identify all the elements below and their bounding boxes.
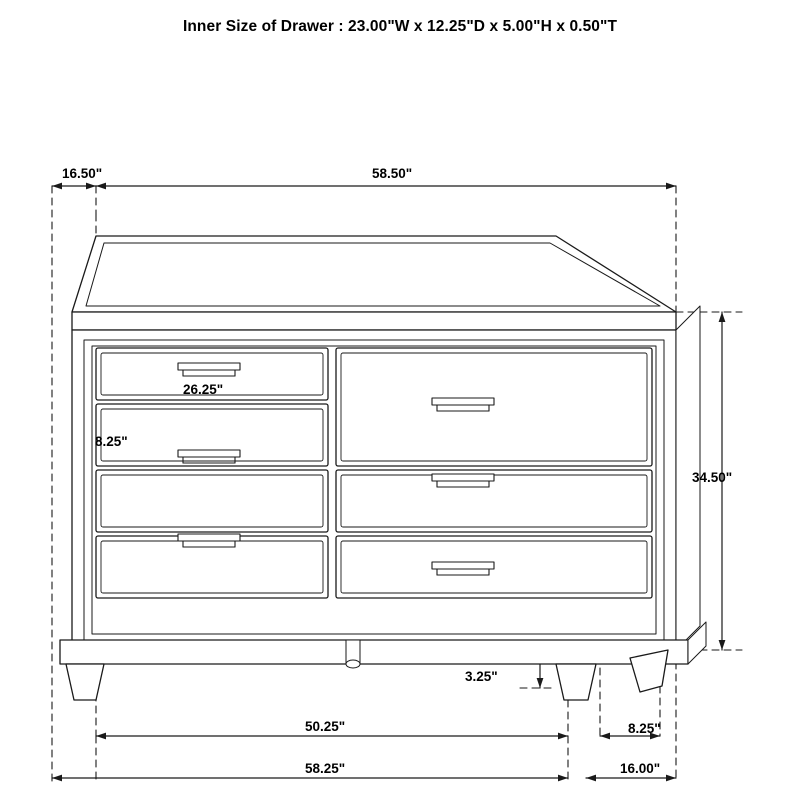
dresser-body: [60, 236, 706, 700]
dim-label-drawer-height: 8.25": [95, 434, 128, 449]
dim-label-overall-height: 34.50": [692, 470, 733, 485]
dim-label-overall-width: 58.25": [305, 761, 346, 776]
dim-label-drawer-width: 26.25": [183, 382, 224, 397]
dim-label-leg-depth: 8.25": [628, 721, 661, 736]
dim-label-width-top: 58.50": [372, 166, 413, 181]
dim-label-inner-width: 50.25": [305, 719, 346, 734]
page-title: Inner Size of Drawer : 23.00"W x 12.25"D x 5.00"H x 0.50"T: [182, 18, 618, 35]
dim-label-leg-height: 3.25": [465, 669, 498, 684]
dim-label-depth-top: 16.50": [62, 166, 103, 181]
dim-label-overall-depth: 16.00": [620, 761, 661, 776]
